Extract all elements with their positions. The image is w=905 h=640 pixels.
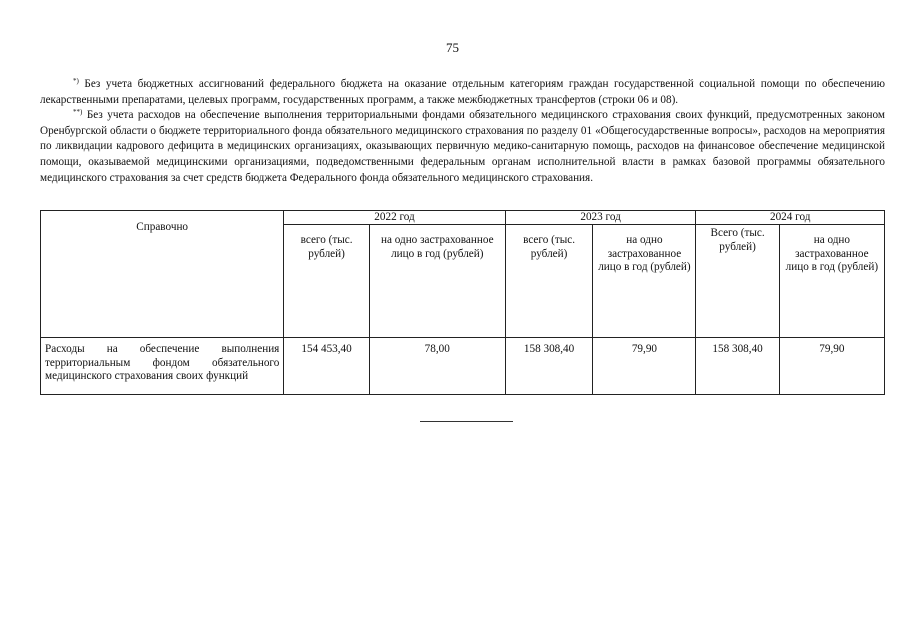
subheader-total-2023: всего (тыс. рублей) (505, 225, 593, 338)
separator-line (420, 421, 513, 422)
value-total-2022: 154 453,40 (284, 338, 369, 395)
reference-table (40, 210, 885, 395)
subheader-per-person-2022: на одно застрахованное лицо в год (рублей) (369, 225, 505, 338)
table-header-row (41, 211, 885, 225)
subheader-per-person-2023: на одно застрахованное лицо в год (рублей) (593, 225, 696, 338)
subheader-total-2024: Всего (тыс. рублей) (696, 225, 779, 338)
year-header-2023: 2023 год (505, 211, 696, 225)
subheader-total-2022: всего (тыс. рублей) (284, 225, 369, 338)
header-label: Справочно (41, 211, 284, 338)
value-total-2024: 158 308,40 (696, 338, 779, 395)
footnote-2 (40, 108, 885, 186)
footnote-1 (40, 77, 885, 108)
subheader-per-person-2024: на одно застрахованное лицо в год (рублей) (779, 225, 884, 338)
year-header-2024: 2024 год (696, 211, 885, 225)
footnote-2-text: Без учета расходов на обеспечение выполнения территориальными фондами обязательного медицинского страхования своих функций, предусмотренных законом Оренбургской области о бюджете территориального фонда обязательного медицинского страхования по разделу 01 «Общегосударственные вопросы», расходов на мероприятия по ликвидации кадрового дефицита в медицинских организациях, оказывающих первичную медико-санитарную помощь, расходов на финансовое обеспечение медицинской помощи, оказываемой медицинскими организациями, подведомственными федеральным органам исполнительной власти в рамках базовой программы обязательного медицинского страхования за счет средств бюджета Федерального фонда обязательного медицинского страхования. (40, 109, 885, 184)
table-row (41, 338, 885, 395)
value-per-person-2024: 79,90 (779, 338, 884, 395)
value-total-2023: 158 308,40 (505, 338, 593, 395)
value-per-person-2023: 79,90 (593, 338, 696, 395)
footnote-2-marker: **) (73, 108, 83, 117)
footnote-1-marker: *) (73, 77, 79, 85)
footnote-1-text: Без учета бюджетных ассигнований федерального бюджета на оказание отдельным категориям граждан государственной социальной помощи по обеспечению лекарственными препаратами, целевых программ, государственных программ, а также межбюджетных трансфертов (строки 06 и 08). (40, 78, 885, 106)
footnotes (40, 77, 885, 186)
year-header-2022: 2022 год (284, 211, 505, 225)
row-label: Расходы на обеспечение выполнения территориальным фондом обязательного медицинского страхования своих функций (41, 338, 284, 395)
page-number: 75 (446, 40, 459, 55)
value-per-person-2022: 78,00 (369, 338, 505, 395)
